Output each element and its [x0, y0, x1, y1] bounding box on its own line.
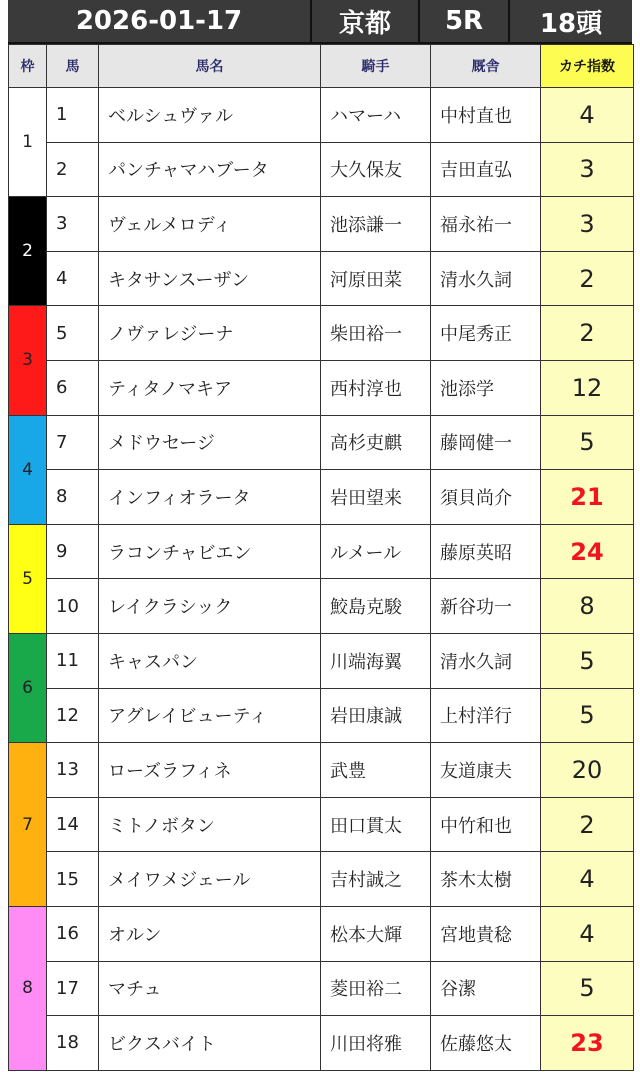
trainer-cell: 池添学	[431, 360, 541, 415]
jockey-cell: 河原田菜	[321, 251, 431, 306]
racecourse: 京都	[312, 0, 420, 44]
horse-number-cell: 10	[47, 579, 99, 634]
column-header-jockey: 騎手	[321, 45, 431, 88]
jockey-cell: ルメール	[321, 524, 431, 579]
table-row	[9, 797, 634, 852]
horse-name-cell: キタサンスーザン	[99, 251, 321, 306]
table-row	[9, 633, 634, 688]
column-header-kachi-index: カチ指数	[541, 45, 634, 88]
trainer-cell: 新谷功一	[431, 579, 541, 634]
table-row	[9, 360, 634, 415]
waku-cell: 5	[9, 524, 47, 633]
column-header-number: 馬	[47, 45, 99, 88]
trainer-cell: 中村直也	[431, 88, 541, 143]
kachi-index-cell: 3	[541, 197, 634, 252]
horse-name-cell: パンチャマハブータ	[99, 142, 321, 197]
jockey-cell: 西村淳也	[321, 360, 431, 415]
table-row	[9, 524, 634, 579]
horse-number-cell: 2	[47, 142, 99, 197]
jockey-cell: 岩田康誠	[321, 688, 431, 743]
horse-number-cell: 16	[47, 906, 99, 961]
horse-number-cell: 17	[47, 961, 99, 1016]
waku-cell: 6	[9, 633, 47, 742]
jockey-cell: 吉村誠之	[321, 852, 431, 907]
jockey-cell: 柴田裕一	[321, 306, 431, 361]
table-row	[9, 306, 634, 361]
horse-name-cell: レイクラシック	[99, 579, 321, 634]
horse-name-cell: ローズラフィネ	[99, 743, 321, 798]
horse-number-cell: 18	[47, 1016, 99, 1071]
horse-name-cell: キャスパン	[99, 633, 321, 688]
jockey-cell: 武豊	[321, 743, 431, 798]
kachi-index-cell: 8	[541, 579, 634, 634]
trainer-cell: 中尾秀正	[431, 306, 541, 361]
kachi-index-cell: 2	[541, 797, 634, 852]
trainer-cell: 福永祐一	[431, 197, 541, 252]
entries-table	[8, 44, 634, 1071]
kachi-index-cell: 4	[541, 852, 634, 907]
jockey-cell: 菱田裕二	[321, 961, 431, 1016]
table-row	[9, 415, 634, 470]
horse-name-cell: ラコンチャビエン	[99, 524, 321, 579]
trainer-cell: 藤原英昭	[431, 524, 541, 579]
kachi-index-cell: 24	[541, 524, 634, 579]
jockey-cell: 川田将雅	[321, 1016, 431, 1071]
horse-number-cell: 11	[47, 633, 99, 688]
horse-number-cell: 5	[47, 306, 99, 361]
table-row	[9, 906, 634, 961]
table-row	[9, 852, 634, 907]
trainer-cell: 中竹和也	[431, 797, 541, 852]
horse-name-cell: ベルシュヴァル	[99, 88, 321, 143]
waku-cell: 2	[9, 197, 47, 306]
horse-name-cell: メドウセージ	[99, 415, 321, 470]
kachi-index-cell: 2	[541, 306, 634, 361]
race-date: 2026-01-17	[8, 0, 312, 44]
waku-cell: 8	[9, 906, 47, 1070]
column-header-horse: 馬名	[99, 45, 321, 88]
horse-name-cell: アグレイビューティ	[99, 688, 321, 743]
horse-name-cell: ミトノボタン	[99, 797, 321, 852]
kachi-index-cell: 12	[541, 360, 634, 415]
jockey-cell: 池添謙一	[321, 197, 431, 252]
horse-name-cell: ヴェルメロディ	[99, 197, 321, 252]
table-header-row	[9, 45, 634, 88]
column-header-waku: 枠	[9, 45, 47, 88]
jockey-cell: 大久保友	[321, 142, 431, 197]
jockey-cell: 岩田望来	[321, 470, 431, 525]
horse-name-cell: オルン	[99, 906, 321, 961]
horse-number-cell: 14	[47, 797, 99, 852]
jockey-cell: ハマーハ	[321, 88, 431, 143]
jockey-cell: 松本大輝	[321, 906, 431, 961]
table-row	[9, 88, 634, 143]
table-row	[9, 743, 634, 798]
trainer-cell: 藤岡健一	[431, 415, 541, 470]
table-row	[9, 251, 634, 306]
waku-cell: 7	[9, 743, 47, 907]
horse-name-cell: ノヴァレジーナ	[99, 306, 321, 361]
jockey-cell: 鮫島克駿	[321, 579, 431, 634]
horse-number-cell: 9	[47, 524, 99, 579]
kachi-index-cell: 23	[541, 1016, 634, 1071]
horse-number-cell: 15	[47, 852, 99, 907]
kachi-index-cell: 5	[541, 633, 634, 688]
kachi-index-cell: 4	[541, 906, 634, 961]
horse-number-cell: 4	[47, 251, 99, 306]
jockey-cell: 川端海翼	[321, 633, 431, 688]
table-row	[9, 470, 634, 525]
horse-number-cell: 7	[47, 415, 99, 470]
kachi-index-cell: 5	[541, 961, 634, 1016]
table-row	[9, 961, 634, 1016]
horse-name-cell: ティタノマキア	[99, 360, 321, 415]
table-row	[9, 142, 634, 197]
trainer-cell: 茶木太樹	[431, 852, 541, 907]
kachi-index-cell: 21	[541, 470, 634, 525]
race-header	[8, 0, 632, 44]
table-row	[9, 1016, 634, 1071]
table-row	[9, 579, 634, 634]
table-row	[9, 197, 634, 252]
trainer-cell: 佐藤悠太	[431, 1016, 541, 1071]
trainer-cell: 谷潔	[431, 961, 541, 1016]
runner-count: 18頭	[510, 0, 632, 44]
waku-cell: 4	[9, 415, 47, 524]
horse-number-cell: 3	[47, 197, 99, 252]
horse-number-cell: 6	[47, 360, 99, 415]
kachi-index-cell: 5	[541, 688, 634, 743]
kachi-index-cell: 2	[541, 251, 634, 306]
kachi-index-cell: 4	[541, 88, 634, 143]
waku-cell: 3	[9, 306, 47, 415]
trainer-cell: 上村洋行	[431, 688, 541, 743]
jockey-cell: 高杉吏麒	[321, 415, 431, 470]
horse-number-cell: 12	[47, 688, 99, 743]
horse-name-cell: マチュ	[99, 961, 321, 1016]
table-row	[9, 688, 634, 743]
trainer-cell: 清水久詞	[431, 251, 541, 306]
horse-name-cell: インフィオラータ	[99, 470, 321, 525]
waku-cell: 1	[9, 88, 47, 197]
trainer-cell: 清水久詞	[431, 633, 541, 688]
kachi-index-cell: 3	[541, 142, 634, 197]
race-number: 5R	[420, 0, 510, 44]
horse-number-cell: 13	[47, 743, 99, 798]
trainer-cell: 宮地貴稔	[431, 906, 541, 961]
horse-number-cell: 1	[47, 88, 99, 143]
kachi-index-cell: 20	[541, 743, 634, 798]
trainer-cell: 吉田直弘	[431, 142, 541, 197]
column-header-trainer: 厩舎	[431, 45, 541, 88]
kachi-index-cell: 5	[541, 415, 634, 470]
trainer-cell: 友道康夫	[431, 743, 541, 798]
jockey-cell: 田口貫太	[321, 797, 431, 852]
trainer-cell: 須貝尚介	[431, 470, 541, 525]
horse-number-cell: 8	[47, 470, 99, 525]
horse-name-cell: メイワメジェール	[99, 852, 321, 907]
horse-name-cell: ビクスバイト	[99, 1016, 321, 1071]
